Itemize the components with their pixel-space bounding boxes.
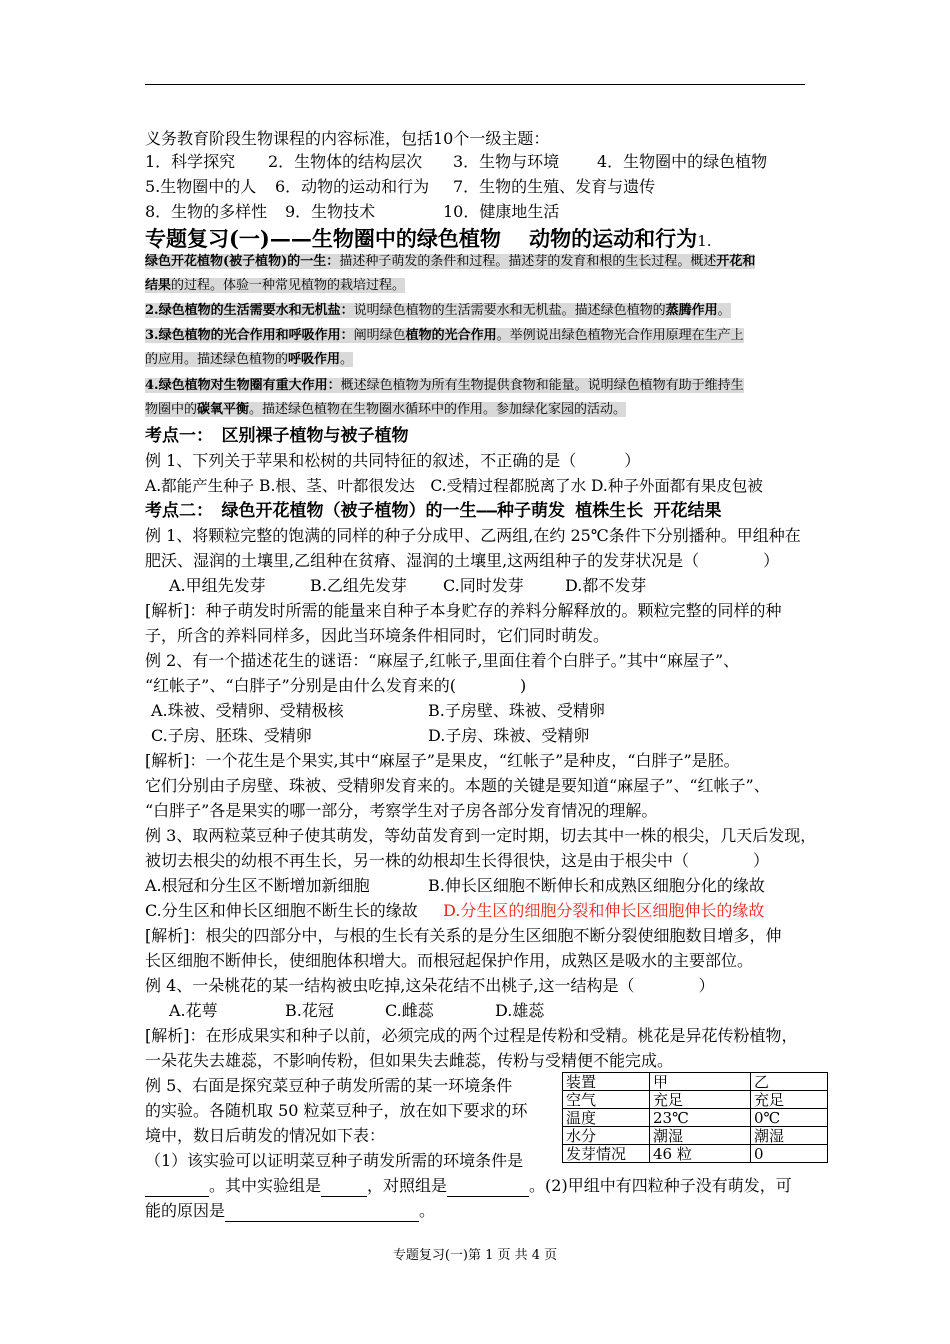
ex1-line-1: 例 1、将颗粒完整的饱满的同样的种子分成甲、乙两组,在约 25℃条件下分别播种。甲组种在	[145, 526, 801, 545]
ex5-line-5	[145, 1175, 792, 1197]
table-cell: 发芽情况	[563, 1145, 650, 1163]
ex5-text-experimental: 。其中实验组是	[209, 1176, 322, 1195]
ex4-option-b: B.花冠	[285, 1001, 334, 1020]
ex3-line-2: 被切去根尖的幼根不再生长，另一株的幼根却生长得很快，这是由于根尖中（ ）	[145, 851, 770, 870]
answer-blank-experimental-group[interactable]	[321, 1180, 367, 1197]
standard-2	[145, 300, 731, 322]
page-title	[145, 226, 712, 254]
table-cell: 甲	[650, 1073, 751, 1091]
table-cell: 空气	[563, 1091, 650, 1109]
topic-10: 10．健康地生活	[443, 202, 560, 221]
ex5-text-reason: 能的原因是	[145, 1201, 226, 1220]
table-cell: 充足	[650, 1091, 751, 1109]
table-row	[563, 1091, 828, 1109]
standard-3-keyword: 植物的光合作用	[405, 328, 497, 343]
table-cell: 0℃	[751, 1109, 828, 1127]
standard-2-text: 说明绿色植物的生活需要水和无机盐。描述绿色植物的	[353, 303, 666, 318]
topic-7: 7．生物的生殖、发育与遗传	[453, 177, 656, 196]
answer-blank-reason[interactable]	[225, 1205, 419, 1222]
standard-3-line-2	[145, 349, 353, 371]
standard-3-line-1	[145, 325, 744, 347]
standard-1-text-2: 的过程。体验一种常见植物的栽培过程。	[171, 278, 406, 293]
ex2-line-1: 例 2、有一个描述花生的谜语：“麻屋子,红帐子,里面住着个白胖子。”其中“麻屋子”、	[145, 651, 740, 670]
ex1-option-b: B.乙组先发芽	[310, 576, 407, 595]
standard-1-label: 绿色开花植物(被子植物)的一生：	[145, 254, 340, 269]
ex4-option-a: A.花萼	[169, 1001, 218, 1020]
topic-8: 8．生物的多样性	[145, 202, 268, 221]
ex5-line-1: 例 5、右面是探究菜豆种子萌发所需的某一环境条件	[145, 1076, 513, 1095]
table-row	[563, 1145, 828, 1163]
table-row	[563, 1109, 828, 1127]
table-cell: 装置	[563, 1073, 650, 1091]
ex3-option-c: C.分生区和伸长区细胞不断生长的缘故	[145, 901, 418, 920]
ex2-option-a: A.珠被、受精卵、受精极核	[151, 701, 344, 720]
standard-4-label: 4.绿色植物对生物圈有重大作用：	[145, 378, 341, 393]
topic-2: 2．生物体的结构层次	[268, 152, 423, 171]
ex3-option-a: A.根冠和分生区不断增加新细胞	[145, 876, 370, 895]
answer-blank-condition[interactable]	[145, 1180, 209, 1197]
standard-1-keyword-2: 结果	[145, 278, 172, 293]
standard-3-end: 。	[340, 352, 354, 367]
standard-3-text-2: 。举例说出绿色植物光合作用原理在生产上	[496, 328, 744, 343]
page-footer: 专题复习(一)第 1 页 共 4 页	[392, 1248, 558, 1263]
topic-6: 6．动物的运动和行为	[275, 177, 430, 196]
answer-blank-control-group[interactable]	[447, 1180, 529, 1197]
topic-3: 3．生物与环境	[453, 152, 560, 171]
standard-1-line-1	[145, 251, 755, 273]
table-cell: 水分	[563, 1127, 650, 1145]
ex1-option-d: D.都不发芽	[565, 576, 647, 595]
experiment-table	[562, 1072, 828, 1163]
table-row	[563, 1073, 828, 1091]
standard-2-end: 。	[717, 303, 731, 318]
standard-3-keyword-2: 呼吸作用	[288, 352, 341, 367]
standard-4-text-3: 。描述绿色植物在生物圈水循环中的作用。参加绿化家园的活动。	[249, 402, 627, 417]
table-cell: 潮湿	[751, 1127, 828, 1145]
ex1-line-2: 肥沃、湿润的土壤里,乙组种在贫瘠、湿润的土壤里,这两组种子的发芽状况是（ ）	[145, 551, 780, 570]
ex2-option-c: C.子房、胚珠、受精卵	[151, 726, 312, 745]
topic-9: 9．生物技术	[285, 202, 376, 221]
ex5-line-3: 境中，数日后萌发的情况如下表：	[145, 1126, 386, 1145]
topic-1: 1．科学探究	[145, 152, 236, 171]
ex3-option-d-answer: D.分生区的细胞分裂和伸长区细胞伸长的缘故	[443, 901, 765, 920]
standard-4-text: 概述绿色植物为所有生物提供食物和能量。说明绿色植物有助于维持生	[340, 378, 744, 393]
standard-4-line-2	[145, 399, 626, 421]
topic-5: 5.生物圈中的人	[145, 177, 257, 196]
standard-2-keyword: 蒸腾作用	[665, 303, 718, 318]
page-title-text: 专题复习(一)——生物圈中的绿色植物 动物的运动和行为	[145, 226, 698, 251]
table-cell: 0	[751, 1145, 828, 1163]
kd1-options: A.都能产生种子 B.根、茎、叶都很发达 C.受精过程都脱离了水 D.种子外面都有果皮包被	[145, 477, 763, 495]
kd1-title: 考点一： 区别裸子植物与被子植物	[145, 426, 409, 446]
ex2-analysis-3: “白胖子”各是果实的哪一部分，考察学生对子房各部分发育情况的理解。	[145, 801, 658, 820]
table-cell: 乙	[751, 1073, 828, 1091]
ex1-analysis-1: [解析]：种子萌发时所需的能量来自种子本身贮存的养料分解释放的。颗粒完整的同样的种	[145, 601, 782, 620]
standard-3-label: 3.绿色植物的光合作用和呼吸作用：	[145, 328, 354, 343]
ex5-text-end: 。	[419, 1201, 436, 1220]
table-cell: 潮湿	[650, 1127, 751, 1145]
table-cell: 充足	[751, 1091, 828, 1109]
header-rule	[145, 84, 805, 85]
standard-4-line-1	[145, 375, 744, 397]
ex1-option-c: C.同时发芽	[443, 576, 524, 595]
standard-4-keyword: 碳氧平衡	[197, 402, 250, 417]
standard-1-keyword: 开花和	[716, 254, 756, 269]
ex5-text-question-2: 。(2)甲组中有四粒种子没有萌发，可	[529, 1176, 792, 1195]
ex4-question: 例 4、一朵桃花的某一结构被虫吃掉,这朵花结不出桃子,这一结构是（ ）	[145, 976, 715, 995]
intro-title: 义务教育阶段生物课程的内容标准，包括10个一级主题：	[145, 129, 550, 148]
ex2-option-d: D.子房、珠被、受精卵	[428, 726, 590, 745]
standard-2-label: 2.绿色植物的生活需要水和无机盐：	[145, 303, 354, 318]
ex4-option-d: D.雄蕊	[495, 1001, 545, 1020]
page-title-tail: 1.	[697, 232, 712, 250]
ex2-line-2: “红帐子”、“白胖子”分别是由什么发育来的( )	[145, 676, 527, 695]
table-row	[563, 1127, 828, 1145]
ex4-option-c: C.雌蕊	[385, 1001, 434, 1020]
ex4-analysis-1: [解析]：在形成果实和种子以前，必须完成的两个过程是传粉和受精。桃花是异花传粉植物，	[145, 1026, 798, 1045]
standard-1-line-2	[145, 275, 405, 297]
ex3-analysis-2: 长区细胞不断伸长，使细胞体积增大。而根冠起保护作用，成熟区是吸水的主要部位。	[145, 951, 754, 970]
ex2-analysis-2: 它们分别由子房壁、珠被、受精卵发育来的。本题的关键是要知道“麻屋子”、“红帐子”、	[145, 776, 770, 795]
ex5-text-control: ，对照组是	[367, 1176, 448, 1195]
ex5-line-2: 的实验。各随机取 50 粒菜豆种子，放在如下要求的环	[145, 1101, 528, 1120]
ex5-line-6	[145, 1200, 435, 1222]
kd1-question: 例 1、下列关于苹果和松树的共同特征的叙述，不正确的是（ ）	[145, 451, 641, 470]
table-cell: 46 粒	[650, 1145, 751, 1163]
ex2-analysis-1: [解析]：一个花生是个果实,其中“麻屋子”是果皮，“红帐子”是种皮，“白胖子”是胚。	[145, 751, 740, 770]
ex3-option-b: B.伸长区细胞不断伸长和成熟区细胞分化的缘故	[428, 876, 765, 895]
standard-3-text-3: 的应用。描述绿色植物的	[145, 352, 289, 367]
ex3-analysis-1: [解析]：根尖的四部分中，与根的生长有关系的是分生区细胞不断分裂使细胞数目增多，伸	[145, 926, 782, 945]
table-cell: 23℃	[650, 1109, 751, 1127]
ex1-analysis-2: 子，所含的养料同样多，因此当环境条件相同时，它们同时萌发。	[145, 626, 610, 645]
standard-1-text: 描述种子萌发的条件和过程。描述芽的发育和根的生长过程。概述	[339, 254, 717, 269]
table-cell: 温度	[563, 1109, 650, 1127]
kd2-title: 考点二： 绿色开花植物（被子植物）的一生——种子萌发 植株生长 开花结果	[145, 501, 722, 521]
standard-4-text-2: 物圈中的	[145, 402, 198, 417]
ex4-analysis-2: 一朵花失去雄蕊，不影响传粉，但如果失去雌蕊，传粉与受精便不能完成。	[145, 1051, 674, 1070]
ex5-line-4: （1）该实验可以证明菜豆种子萌发所需的环境条件是	[145, 1151, 524, 1170]
standard-3-text: 阐明绿色	[353, 328, 406, 343]
ex2-option-b: B.子房壁、珠被、受精卵	[428, 701, 605, 720]
topic-4: 4．生物圈中的绿色植物	[597, 152, 768, 171]
ex3-line-1: 例 3、取两粒菜豆种子使其萌发，等幼苗发育到一定时期，切去其中一株的根尖，几天后发现，	[145, 826, 817, 845]
ex1-option-a: A.甲组先发芽	[169, 576, 266, 595]
